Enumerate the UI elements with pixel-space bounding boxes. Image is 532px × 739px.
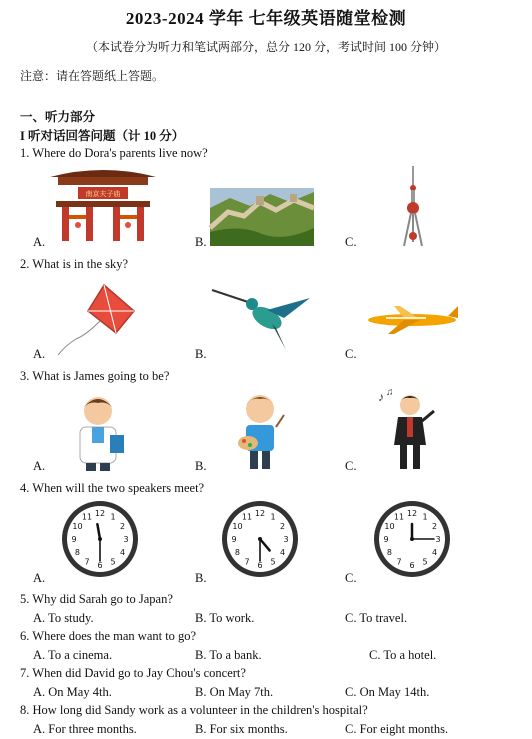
section-heading: 一、听力部分 — [20, 110, 96, 124]
q8-option-a[interactable]: A. For three months. — [33, 722, 137, 736]
svg-text:♪: ♪ — [378, 390, 384, 404]
q2-option-a[interactable]: A. — [33, 347, 46, 361]
svg-text:11: 11 — [241, 512, 253, 522]
svg-text:4: 4 — [431, 548, 438, 557]
svg-text:3: 3 — [283, 535, 289, 544]
q1-option-b[interactable]: B. — [195, 235, 207, 249]
q3-option-c[interactable]: C. — [345, 459, 357, 473]
clock-image-b — [220, 499, 300, 579]
q5-option-c[interactable]: C. To travel. — [345, 611, 408, 625]
svg-text:1: 1 — [110, 512, 116, 522]
airplane-image — [364, 304, 460, 336]
q7-option-b[interactable]: B. On May 7th. — [195, 685, 274, 699]
question-4: 4. When will the two speakers meet? — [20, 481, 205, 495]
question-5: 5. Why did Sarah go to Japan? — [20, 592, 173, 606]
bird-image — [212, 284, 312, 354]
question-8: 8. How long did Sandy work as a volunteer in the children's hospital? — [20, 703, 368, 717]
svg-text:3: 3 — [123, 535, 129, 544]
question-1: 1. Where do Dora's parents live now? — [20, 146, 208, 160]
q1-option-c[interactable]: C. — [345, 235, 357, 249]
q8-option-c[interactable]: C. For eight months. — [345, 722, 449, 736]
svg-text:6: 6 — [97, 561, 103, 570]
svg-text:12: 12 — [406, 509, 418, 518]
svg-text:8: 8 — [74, 548, 81, 557]
svg-text:7: 7 — [244, 557, 250, 567]
svg-text:2: 2 — [431, 522, 438, 531]
gate-sign-text: 南京夫子庙 — [85, 190, 121, 198]
svg-text:10: 10 — [384, 522, 395, 531]
q5-option-b[interactable]: B. To work. — [195, 611, 255, 625]
svg-text:1: 1 — [422, 512, 428, 522]
tv-tower-image — [398, 166, 428, 248]
q7-option-a[interactable]: A. On May 4th. — [33, 685, 112, 699]
singer-image — [378, 389, 438, 471]
svg-text:8: 8 — [386, 548, 393, 557]
clock-image-c — [372, 499, 452, 579]
doctor-image — [70, 393, 132, 471]
svg-text:5: 5 — [270, 557, 276, 567]
svg-text:7: 7 — [396, 557, 402, 567]
clock-image-a — [60, 499, 140, 579]
svg-text:12: 12 — [94, 509, 106, 518]
svg-text:5: 5 — [422, 557, 428, 567]
exam-note: 注意：请在答题纸上答题。 — [20, 69, 165, 83]
painter-image — [234, 391, 288, 471]
svg-text:10: 10 — [232, 522, 243, 531]
q8-option-b[interactable]: B. For six months. — [195, 722, 288, 736]
svg-text:7: 7 — [84, 557, 90, 567]
svg-text:12: 12 — [254, 509, 266, 518]
question-2: 2. What is in the sky? — [20, 257, 129, 271]
q4-option-c[interactable]: C. — [345, 571, 357, 585]
svg-text:6: 6 — [409, 561, 415, 570]
q2-option-b[interactable]: B. — [195, 347, 207, 361]
svg-text:2: 2 — [119, 522, 126, 531]
q2-option-c[interactable]: C. — [345, 347, 357, 361]
svg-text:6: 6 — [257, 561, 263, 570]
svg-text:9: 9 — [231, 535, 237, 544]
svg-text:9: 9 — [71, 535, 77, 544]
q1-option-a[interactable]: A. — [33, 235, 46, 249]
question-7: 7. When did David go to Jay Chou's concert? — [20, 666, 246, 680]
svg-text:1: 1 — [270, 512, 276, 522]
question-6: 6. Where does the man want to go? — [20, 629, 197, 643]
q3-option-b[interactable]: B. — [195, 459, 207, 473]
q7-option-c[interactable]: C. On May 14th. — [345, 685, 430, 699]
great-wall-image — [210, 188, 314, 246]
svg-text:4: 4 — [119, 548, 126, 557]
svg-text:11: 11 — [81, 512, 93, 522]
svg-text:10: 10 — [72, 522, 83, 531]
q6-option-a[interactable]: A. To a cinema. — [33, 648, 113, 662]
kite-image — [56, 283, 138, 359]
chinese-gate-image — [48, 165, 158, 243]
svg-text:2: 2 — [279, 522, 286, 531]
svg-text:4: 4 — [279, 548, 286, 557]
exam-subtitle: （本试卷分为听力和笔试两部分，总分 120 分，考试时间 100 分钟） — [85, 40, 446, 54]
subsection-heading: I 听对话回答问题（计 10 分） — [20, 129, 185, 143]
q4-option-b[interactable]: B. — [195, 571, 207, 585]
svg-text:3: 3 — [435, 535, 441, 544]
question-3: 3. What is James going to be? — [20, 369, 170, 383]
svg-text:8: 8 — [234, 548, 241, 557]
svg-text:5: 5 — [110, 557, 116, 567]
svg-text:9: 9 — [383, 535, 389, 544]
q6-option-b[interactable]: B. To a bank. — [195, 648, 262, 662]
q4-option-a[interactable]: A. — [33, 571, 46, 585]
q5-option-a[interactable]: A. To study. — [33, 611, 94, 625]
q6-option-c[interactable]: C. To a hotel. — [369, 648, 437, 662]
q3-option-a[interactable]: A. — [33, 459, 46, 473]
svg-text:11: 11 — [393, 512, 405, 522]
svg-text:♫: ♫ — [386, 387, 394, 398]
page-title: 2023-2024 学年 七年级英语随堂检测 — [125, 9, 407, 28]
